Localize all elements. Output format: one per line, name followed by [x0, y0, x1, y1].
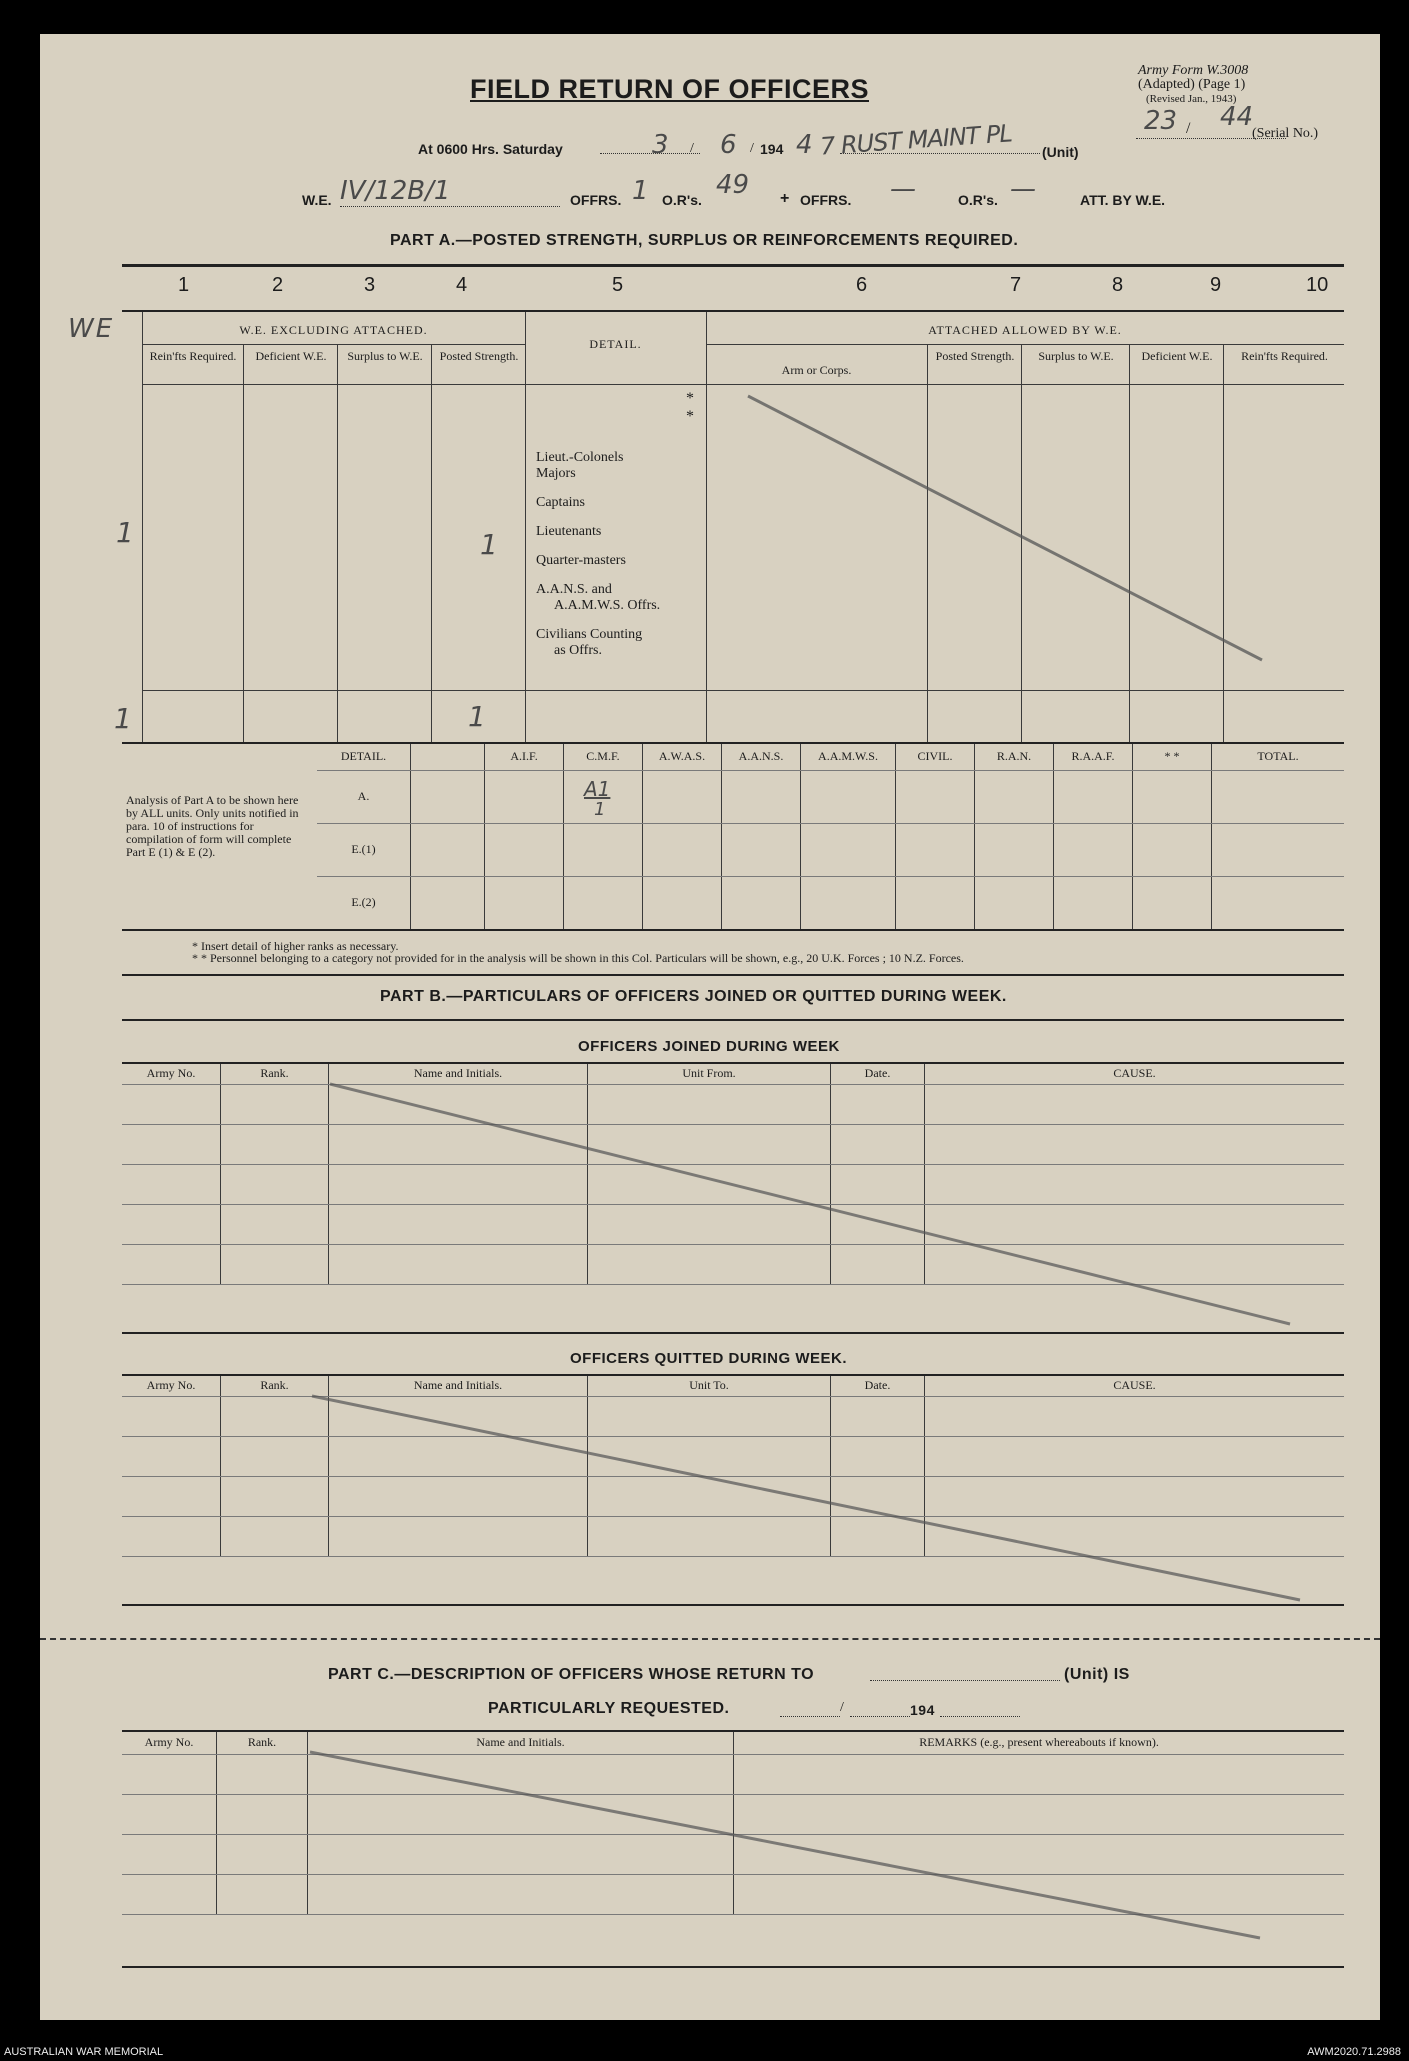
hand-reinf-lieut: 1 — [116, 516, 134, 549]
joined-header: Rank. — [221, 1064, 329, 1084]
quitted-header: Date. — [831, 1376, 925, 1396]
strike-part-c — [310, 1752, 1260, 1938]
sub-header-posted-att: Posted Strength. — [935, 349, 1015, 363]
quitted-header: CAUSE. — [925, 1376, 1345, 1396]
col-num: 3 — [364, 274, 376, 296]
col-num: 4 — [456, 274, 468, 296]
unit-value: 7 RUST MAINT PL — [819, 119, 1013, 161]
form-page: Army Form W.3008 (Adapted) (Page 1) (Revised Jan., 1943) FIELD RETURN OF OFFICERS At 0600 Hrs. Saturday 3 / 6 / 194 4 7 RUST MAINT PL (Unit) 23 / 44 (Serial No.) W.E. IV/12B/1 OFFRS. 1 O.R's. 49 + OFFRS. — O.R's. — ATT. BY W.E. PART A.—POSTED STRENGTH, SURPLUS OR REINFORCEMENTS REQUIRED. 1 2 3 4 5 6 7 8 9 10 W.E. EXCLUDING ATTACHED. DETAIL. ATTACHED ALLOWED BY W.E. Rein'fts Required. Deficient W.E. Surplus to W.E. Posted Strength. Arm or Corps. Posted Strength. Surplus to W.E. Deficient W.E. Rein'fts Required. * * Lieut.-Colonels Majors Captains Lieutenants Quarter-masters A.A.N.S. and A.A.M.W.S. Offrs. Civilians Counting as Offrs. WE 1 1 1 1 Analysis of Part A to be shown here by ALL units. Only units notified in para. 10 of instructions for compilation of form will complete Part E (1) & E (2). DETAIL. A.I.F. C.M.F. A.W.A.S. A.A.N.S. A.A.M.W.S. CIVIL. R.A.N. R.A.A.F. * * TOTAL. A. A1 1 E.(1) E.(2) * Insert detail of higher ranks as necessary. * * Personnel belonging to a category not provided for in the analysis will be shown in this Col. Particulars will be shown, e.g., 20 U.K. Forces ; 10 N.Z. Forces. PART B.—PARTICULARS OF OFFICERS JOINED OR QUITTED DURING WEEK. OFFICERS JOINED DURING WEEK Army No. Rank. Name and Initials. Unit From. Date. CAUSE. OFFICERS QUITTED DURING WEEK. Army No. Rank. Name and Initials. Unit To. Date. CAUSE. PART C.—DESCRIPTION OF OFFICERS WHOSE RETURN TO (Unit) IS PARTICULARLY REQUESTED. / 194 Army No. Rank. Name and Initials. REMARKS (e.g., present whereabouts if known). — [40, 34, 1380, 2020]
year-digit: 4 — [796, 130, 813, 160]
offrs2-value: — — [890, 174, 916, 204]
part-c-header: Name and Initials. — [308, 1732, 734, 1754]
plus-sign: + — [780, 190, 790, 207]
sub-header-surplus: Surplus to W.E. — [347, 349, 423, 363]
rank-item: as Offrs. — [554, 643, 602, 658]
hand-posted-lieut: 1 — [480, 528, 498, 561]
part-c-year: 194 — [910, 1702, 935, 1718]
analysis-header: A.W.A.S. — [643, 744, 722, 770]
hand-total-reinf: 1 — [114, 702, 132, 735]
rank-item: Lieutenants — [536, 524, 602, 539]
part-c-title: PART C.—DESCRIPTION OF OFFICERS WHOSE RETURN TO — [328, 1666, 815, 1683]
at-label: At 0600 Hrs. Saturday — [418, 141, 563, 157]
sub-header-deficient: Deficient W.E. — [255, 349, 327, 363]
revised-label: (Revised Jan., 1943) — [1146, 93, 1237, 105]
analysis-row-label: E.(1) — [317, 823, 411, 876]
part-a-title: PART A.—POSTED STRENGTH, SURPLUS OR REINFORCEMENTS REQUIRED. — [390, 232, 1019, 249]
hand-total-posted: 1 — [468, 700, 486, 733]
col-num: 9 — [1210, 274, 1222, 296]
quitted-title: OFFICERS QUITTED DURING WEEK. — [570, 1350, 847, 1367]
hand-cmf-value: 1 — [594, 798, 606, 820]
analysis-row-label: A. — [317, 770, 411, 823]
part-c-unit: (Unit) IS — [1064, 1666, 1130, 1683]
hand-we: WE — [68, 314, 115, 344]
attached-header: ATTACHED ALLOWED BY W.E. — [928, 323, 1122, 337]
adapted-label: (Adapted) — [1138, 77, 1195, 92]
pencil-strikes — [40, 34, 1380, 2020]
att-label: ATT. BY W.E. — [1080, 192, 1166, 208]
footnote-2: * * Personnel belonging to a category not provided for in the analysis will be shown in this Col. Particulars will be shown, e.g., 20 U.K. Forces ; 10 N.Z. Forces. — [192, 951, 964, 965]
rank-item: A.A.M.W.S. Offrs. — [554, 598, 661, 613]
serial-value-2: 44 — [1220, 102, 1254, 132]
joined-header: CAUSE. — [925, 1064, 1345, 1084]
strike-joined — [330, 1084, 1290, 1324]
ors2-value: — — [1010, 174, 1036, 204]
analysis-header: R.A.N. — [975, 744, 1054, 770]
offrs-label: OFFRS. — [570, 192, 622, 208]
date-month-value: 6 — [720, 130, 737, 160]
sub-header-reinf: Rein'fts Required. — [149, 349, 237, 363]
analysis-header: C.M.F. — [564, 744, 643, 770]
analysis-header: * * — [1133, 744, 1212, 770]
analysis-header: CIVIL. — [896, 744, 975, 770]
offrs2-label: OFFRS. — [800, 192, 852, 208]
hand-cmf-top: A1 — [584, 776, 611, 801]
part-c-subtitle: PARTICULARLY REQUESTED. — [488, 1700, 730, 1717]
joined-title: OFFICERS JOINED DURING WEEK — [578, 1038, 840, 1055]
part-c-header: Rank. — [217, 1732, 308, 1754]
arm-corps-header: Arm or Corps. — [781, 363, 852, 377]
joined-header: Name and Initials. — [329, 1064, 588, 1084]
year-prefix: 194 — [760, 141, 784, 157]
rank-star: * — [686, 408, 694, 425]
offrs-value: 1 — [632, 176, 649, 206]
joined-header: Unit From. — [588, 1064, 831, 1084]
page-label: (Page 1) — [1198, 77, 1246, 92]
detail-header: DETAIL. — [589, 337, 642, 351]
sub-header-deficient-att: Deficient W.E. — [1141, 349, 1213, 363]
page-title: FIELD RETURN OF OFFICERS — [470, 74, 869, 104]
sub-header-surplus-att: Surplus to W.E. — [1038, 349, 1114, 363]
joined-header: Date. — [831, 1064, 925, 1084]
analysis-header: DETAIL. — [317, 744, 411, 770]
ors2-label: O.R's. — [958, 192, 998, 208]
serial-value: 23 — [1144, 106, 1178, 136]
analysis-header: TOTAL. — [1212, 744, 1345, 770]
col-num: 2 — [272, 274, 284, 296]
serial-label: (Serial No.) — [1252, 126, 1319, 141]
part-b-title: PART B.—PARTICULARS OF OFFICERS JOINED OR QUITTED DURING WEEK. — [380, 988, 1007, 1005]
col-num: 10 — [1306, 274, 1329, 296]
strike-quitted — [312, 1396, 1300, 1600]
rank-star: * — [686, 390, 694, 407]
rank-item: Quarter-masters — [536, 553, 626, 568]
sub-header-posted: Posted Strength. — [439, 349, 519, 363]
footer-right: AWM2020.71.2988 — [1307, 2046, 1401, 2058]
joined-header: Army No. — [122, 1064, 221, 1084]
analysis-header: R.A.A.F. — [1054, 744, 1133, 770]
we-excl-header: W.E. EXCLUDING ATTACHED. — [239, 323, 428, 337]
ors-label: O.R's. — [662, 192, 702, 208]
date-day-value: 3 — [652, 130, 669, 160]
footer-left: AUSTRALIAN WAR MEMORIAL — [4, 2046, 164, 2058]
rank-item: Majors — [536, 466, 576, 481]
part-c-header: Army No. — [122, 1732, 217, 1754]
part-c-header: REMARKS (e.g., present whereabouts if known). — [734, 1732, 1345, 1754]
analysis-header: A.A.M.W.S. — [801, 744, 896, 770]
rank-item: A.A.N.S. and — [536, 582, 612, 597]
analysis-row-label: E.(2) — [317, 876, 411, 929]
quitted-header: Name and Initials. — [329, 1376, 588, 1396]
col-num: 8 — [1112, 274, 1124, 296]
col-num: 6 — [856, 274, 868, 296]
we-value: IV/12B/1 — [340, 176, 451, 206]
analysis-header: A.I.F. — [485, 744, 564, 770]
army-form-number: Army Form W.3008 — [1138, 63, 1249, 78]
quitted-header: Army No. — [122, 1376, 221, 1396]
col-num: 7 — [1010, 274, 1022, 296]
col-num: 5 — [612, 274, 624, 296]
ors-value: 49 — [716, 170, 750, 200]
unit-label: (Unit) — [1042, 144, 1079, 160]
quitted-header: Rank. — [221, 1376, 329, 1396]
sub-header-reinf-att: Rein'fts Required. — [1241, 349, 1328, 363]
quitted-header: Unit To. — [588, 1376, 831, 1396]
we-label: W.E. — [302, 192, 332, 208]
analysis-header: A.A.N.S. — [722, 744, 801, 770]
col-num: 1 — [178, 274, 190, 296]
rank-item: Lieut.-Colonels — [536, 450, 624, 465]
footnote-1: * Insert detail of higher ranks as necessary. — [192, 939, 399, 953]
rank-item: Captains — [536, 495, 585, 510]
rank-item: Civilians Counting — [536, 627, 643, 642]
strike-part-a — [748, 396, 1262, 660]
analysis-note: Analysis of Part A to be shown here by ALL units. Only units notified in para. 10 of instructions for compilation of form will complete Part E (1) & E (2). — [126, 793, 299, 859]
